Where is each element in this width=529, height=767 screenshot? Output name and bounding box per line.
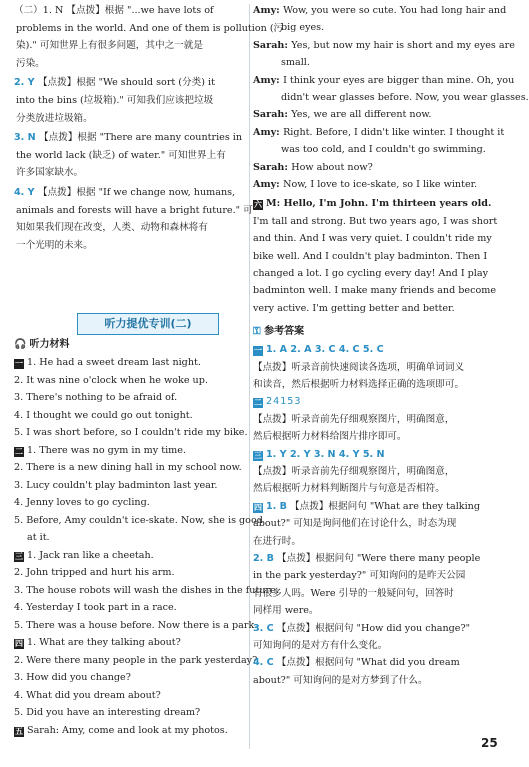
transcript-text: 1. There was no gym in my time.	[27, 444, 186, 456]
transcript-text: 5. Before, Amy couldn't ice-skate. Now, she is good	[14, 514, 263, 526]
prelude-line: （二）1. N 【点拨】根据 "...we have lots of	[14, 5, 214, 16]
answer-line	[253, 519, 456, 529]
answer-line	[253, 345, 384, 356]
monologue-line	[253, 234, 492, 244]
monologue-line	[253, 286, 496, 296]
transcript-text: at it.	[27, 532, 50, 543]
section-number-box: 一	[15, 359, 23, 368]
transcript-text: 5. Did you have an interesting dream?	[14, 707, 201, 718]
answer-text: 【点拨】听录音前先仔细观察图片，明确图意，	[253, 413, 455, 425]
section-number-box: 二	[15, 446, 23, 456]
transcript-line	[14, 481, 217, 491]
answer-text: 【点拨】根据问句 "What are they talking	[286, 500, 480, 512]
dialogue-line	[281, 93, 529, 103]
answer-line	[253, 658, 460, 668]
answer-line	[253, 467, 454, 477]
speaker-name: Amy:	[253, 5, 284, 16]
dialogue-text: didn't wear glasses before. Now, you wear glasses.	[281, 92, 529, 103]
explanation-text: 一个光明的未来。	[16, 239, 93, 251]
monologue-text: changed a lot. I go cycling every day! And I play	[253, 268, 489, 279]
headphones-icon: 🎧	[14, 339, 27, 350]
dialogue-text: Yes, we are all different now.	[291, 109, 432, 121]
monologue-line	[253, 217, 497, 227]
prelude-line: 染)." 可知世界上有很多问题，其中之一就是	[16, 40, 203, 52]
answers-title: 参考答案	[264, 326, 305, 338]
answer-line	[253, 502, 480, 513]
transcript-text: 2. Were there many people in the park yesterday?	[14, 654, 258, 666]
transcript-text: 3. How did you change?	[14, 672, 131, 683]
item-number: 4.	[14, 187, 28, 198]
transcript-text: 1. What are they talking about?	[27, 637, 181, 648]
transcript-text: 3. There's nothing to be afraid of.	[14, 392, 178, 403]
speaker-name: Amy:	[253, 74, 284, 86]
answer-text: 然后根据听力材料判断图片与句意是否相符。	[253, 483, 445, 495]
section-number-box: 三	[254, 450, 262, 460]
dialogue-line	[281, 23, 324, 33]
monologue-line	[253, 199, 491, 210]
monologue-line	[253, 304, 455, 314]
listening-material-heading	[14, 340, 69, 350]
column-divider	[249, 4, 250, 749]
item-mark: Y	[27, 77, 38, 89]
answer-explanation-line	[16, 151, 226, 161]
transcript-text: 2. John tripped and hurt his arm.	[14, 567, 175, 578]
transcript-line	[14, 568, 175, 578]
answer-text: 【点拨】根据问句 "Were there many people	[273, 553, 481, 564]
transcript-text: 4. I thought we could go out tonight.	[14, 409, 193, 421]
transcript-line	[14, 376, 208, 386]
transcript-line	[14, 358, 201, 369]
prelude-line: 污染。	[16, 57, 45, 69]
answer-sequence: 24153	[266, 396, 302, 408]
transcript-line	[14, 586, 279, 596]
answer-line	[253, 606, 319, 616]
speaker-name: Sarah:	[253, 39, 292, 51]
speaker-name: Sarah:	[253, 109, 292, 121]
key-icon: ⚿	[253, 326, 265, 338]
answer-line	[253, 641, 387, 651]
section-number-box: 一	[254, 346, 262, 356]
answer-explanation-line	[14, 133, 242, 143]
dialogue-line	[253, 6, 506, 16]
answer-text: about?" 可知询问的是对方梦到了什么。	[253, 674, 428, 686]
transcript-line	[14, 428, 248, 438]
answer-text: 【点拨】听录音前先仔细观察图片，明确图意，	[253, 466, 455, 477]
transcript-text: Sarah: Amy, come and look at my photos.	[27, 724, 228, 736]
transcript-line	[14, 621, 257, 631]
section-number-box: 五	[15, 726, 23, 736]
answer-text: in the park yesterday?" 可知询问的是昨天公园	[253, 570, 466, 582]
answer-text: 和读音，然后根据听力材料选择正确的选项即可。	[253, 379, 465, 390]
answer-line	[253, 554, 480, 564]
transcript-text: 3. Lucy couldn't play badminton last year.	[14, 479, 218, 491]
answer-line	[253, 589, 454, 599]
monologue-text: very active. I'm getting better and better.	[253, 302, 455, 314]
explanation-text: 分类放进垃圾箱。	[16, 112, 93, 124]
transcript-line	[14, 638, 181, 649]
answer-choices: 1. A 2. A 3. C 4. C 5. C	[266, 344, 384, 356]
transcript-text: 5. I was short before, so I couldn't ride my bike.	[14, 427, 248, 438]
answer-line	[253, 484, 445, 494]
section-banner: 听力提优专训(二)	[77, 313, 219, 335]
explanation-text: 知如果我们现在改变，人类、动物和森林将有	[16, 222, 208, 234]
answer-text: 同样用 were。	[253, 605, 319, 617]
transcript-text: 1. He had a sweet dream last night.	[27, 357, 201, 368]
dialogue-text: was too cold, and I couldn't go swimming.	[281, 144, 486, 156]
dialogue-line	[281, 145, 486, 155]
transcript-line	[27, 533, 50, 543]
answer-explanation-line	[16, 114, 93, 124]
answers-heading	[253, 327, 304, 337]
answer-explanation-line	[14, 188, 235, 198]
item-mark: N	[27, 132, 40, 144]
dialogue-line	[253, 128, 504, 138]
answer-line	[253, 363, 464, 373]
explanation-text: 许多国家缺水。	[16, 167, 84, 179]
answer-text: 【点拨】根据问句 "What did you dream	[273, 657, 460, 669]
answer-text: 然后根据听力材料给图片排序即可。	[253, 431, 407, 443]
answer-line	[253, 676, 428, 686]
transcript-line	[14, 446, 186, 457]
dialogue-line	[281, 58, 310, 68]
transcript-line	[14, 516, 263, 526]
transcript-text: 4. Yesterday I took part in a race.	[14, 602, 177, 613]
dialogue-line	[253, 110, 432, 120]
dialogue-text: big eyes.	[281, 22, 325, 34]
monologue-text: and thin. And I was very quiet. I couldn't ride my	[253, 233, 492, 245]
item-number: 2.	[14, 77, 28, 89]
monologue-line	[253, 252, 487, 262]
answer-text: 可知询问的是对方有什么变化。	[253, 640, 388, 651]
transcript-line	[14, 726, 228, 737]
answer-text: 【点拨】听录音前快速阅读各选项，明确单词词义	[253, 361, 465, 373]
answer-choice: 2. B	[253, 553, 274, 564]
monologue-line	[253, 269, 488, 279]
dialogue-text: Yes, but now my hair is short and my eyes are	[291, 39, 515, 51]
dialogue-line	[253, 76, 514, 86]
transcript-line	[14, 656, 257, 666]
prelude-line: problems in the world. And one of them is pollution (污	[16, 22, 284, 34]
answer-line	[253, 432, 407, 442]
answer-choices: 1. Y 2. Y 3. N 4. Y 5. N	[266, 448, 385, 460]
section-number-box: 四	[15, 639, 23, 648]
answer-line	[253, 397, 302, 408]
transcript-line	[14, 551, 154, 562]
transcript-line	[14, 393, 177, 403]
monologue-text: I'm tall and strong. But two years ago, I was short	[253, 215, 498, 227]
answer-explanation-line	[16, 206, 253, 216]
section-number-box: 六	[254, 200, 262, 210]
answer-choice: 3. C	[253, 622, 274, 634]
transcript-text: 1. Jack ran like a cheetah.	[27, 549, 154, 561]
answer-line	[253, 380, 464, 390]
answer-choice: 1. B	[266, 500, 287, 512]
answer-line	[253, 571, 465, 581]
speaker-name: Amy:	[253, 179, 284, 190]
transcript-line	[14, 463, 242, 473]
explanation-text: the world lack (缺乏) of water." 可知世界上有	[16, 149, 226, 161]
section-number-box: 二	[254, 398, 262, 408]
dialogue-line	[253, 41, 515, 51]
explanation-text: 【点拨】根据 "There are many countries in	[39, 132, 243, 144]
speaker-name: Amy:	[253, 126, 284, 138]
transcript-line	[14, 691, 161, 701]
monologue-text: bike well. And I couldn't play badminton. Then I	[253, 250, 488, 262]
transcript-text: 3. The house robots will wash the dishes in the future.	[14, 584, 279, 596]
answer-explanation-line	[16, 223, 208, 233]
transcript-text: 4. What did you dream about?	[14, 689, 161, 701]
dialogue-text: Now, I love to ice-skate, so I like winter.	[283, 179, 478, 190]
section-number-box: 四	[254, 502, 262, 512]
answer-explanation-line	[16, 96, 213, 106]
transcript-text: 2. There is a new dining hall in my school now.	[14, 462, 242, 473]
answer-text: 有很多人吗。Were 引导的一般疑问句，回答时	[253, 587, 454, 599]
answer-explanation-line	[14, 78, 215, 88]
explanation-text: 【点拨】根据 "If we change now, humans,	[37, 187, 236, 198]
explanation-text: 【点拨】根据 "We should sort (分类) it	[37, 77, 215, 89]
item-mark: Y	[27, 187, 38, 198]
answer-line	[253, 537, 301, 547]
transcript-text: 4. Jenny loves to go cycling.	[14, 497, 150, 508]
transcript-line	[14, 673, 131, 683]
item-number: 3.	[14, 132, 28, 144]
explanation-text: animals and forests will have a bright future." 可	[16, 204, 253, 216]
dialogue-line	[253, 163, 373, 173]
answer-text: 【点拨】根据问句 "How did you change?"	[273, 622, 471, 634]
dialogue-text: small.	[281, 57, 310, 69]
answer-line	[253, 450, 385, 461]
monologue-text: M: Hello, I'm John. I'm thirteen years old.	[266, 198, 492, 210]
answer-line	[253, 624, 470, 634]
transcript-line	[14, 498, 150, 508]
answer-explanation-line	[16, 241, 93, 251]
monologue-text: badminton well. I make many friends and become	[253, 285, 497, 297]
transcript-line	[14, 603, 177, 613]
transcript-line	[14, 411, 193, 421]
answer-line	[253, 415, 454, 425]
section-title: 听力材料	[29, 339, 70, 350]
transcript-text: 5. There was a house before. Now there is a park.	[14, 619, 258, 631]
answer-choice: 4. C	[253, 657, 274, 669]
speaker-name: Sarah:	[253, 161, 292, 173]
dialogue-text: I think your eyes are bigger than mine. Oh, you	[283, 74, 515, 86]
page-number: 25	[481, 736, 498, 750]
section-number-box: 三	[15, 551, 23, 561]
answer-text: 在进行时。	[253, 535, 301, 547]
transcript-line	[14, 708, 200, 718]
answer-explanation-line	[16, 168, 83, 178]
explanation-text: into the bins (垃圾箱)." 可知我们应该把垃圾	[16, 95, 214, 106]
transcript-text: 2. It was nine o'clock when he woke up.	[14, 374, 208, 386]
answer-text: about?" 可知是询问他们在讨论什么，时态为现	[253, 518, 457, 530]
dialogue-text: Wow, you were so cute. You had long hair and	[283, 5, 507, 16]
dialogue-line	[253, 180, 477, 190]
dialogue-text: Right. Before, I didn't like winter. I thought it	[283, 126, 505, 138]
dialogue-text: How about now?	[291, 161, 373, 173]
